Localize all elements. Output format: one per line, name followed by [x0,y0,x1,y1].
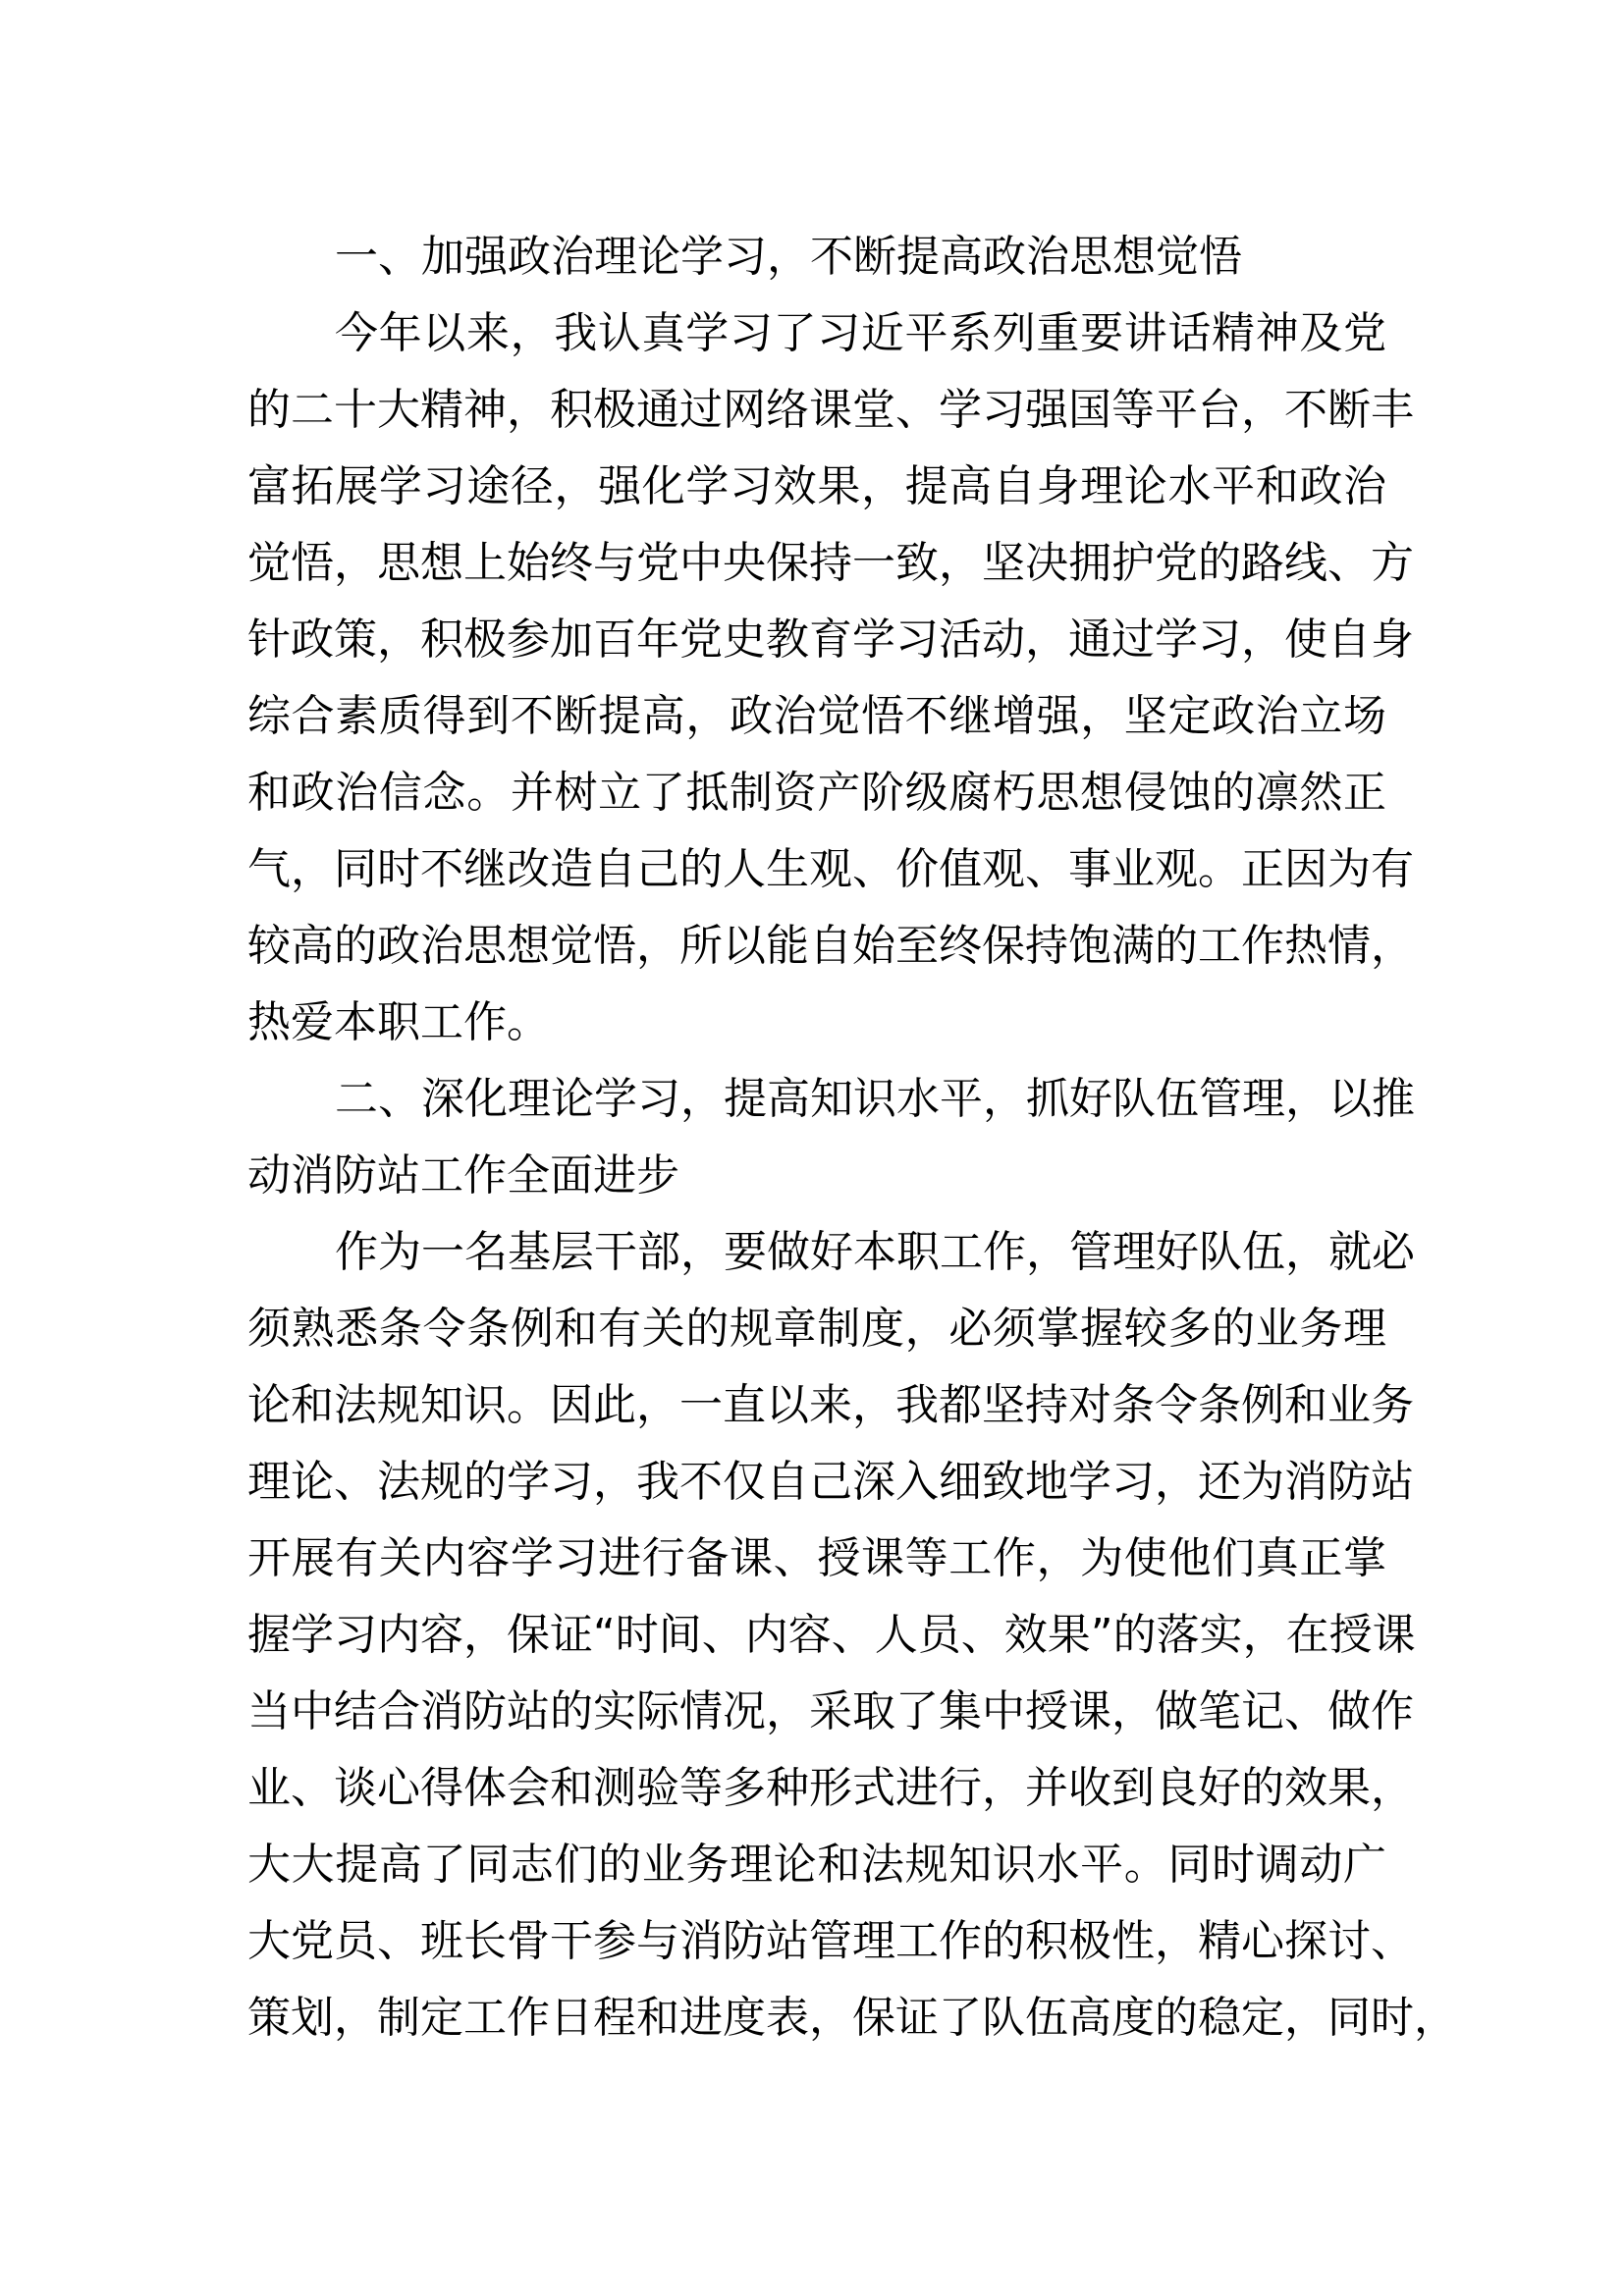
text-line: 富拓展学习途径，强化学习效果，提高自身理论水平和政治 [247,461,1386,511]
section-heading [247,1061,1415,1214]
text-line: 业、谈心得体会和测验等多种形式进行，并收到良好的效果， [247,1763,1414,1813]
text-line: 大大提高了同志们的业务理论和法规知识水平。同时调动广 [247,1840,1386,1890]
text-line: 针政策，积极参加百年党史教育学习活动，通过学习，使自身 [247,614,1414,665]
text-line: 须熟悉条令条例和有关的规章制度，必须掌握较多的业务理 [247,1304,1386,1354]
text-line: 较高的政治思想觉悟，所以能自始至终保持饱满的工作热情， [247,921,1414,971]
text-line: 热爱本职工作。 [247,997,550,1047]
document-page [247,219,1457,2056]
text-line: 的二十大精神，积极通过网络课堂、学习强国等平台，不断丰 [247,385,1414,435]
text-line: 和政治信念。并树立了抵制资产阶级腐朽思想侵蚀的凛然正 [247,768,1386,818]
text-line: 二、深化理论学习，提高知识水平，抓好队伍管理，以推 [335,1074,1415,1124]
text-line: 气，同时不继改造自己的人生观、价值观、事业观。正因为有 [247,844,1414,894]
body-paragraph [247,1214,1457,2056]
text-line: 开展有关内容学习进行备课、授课等工作，为使他们真正掌 [247,1533,1386,1583]
text-line: 作为一名基层干部，要做好本职工作，管理好队伍，就必 [335,1227,1415,1277]
text-line: 一、加强政治理论学习，不断提高政治思想觉悟 [335,232,1242,282]
text-line: 握学习内容，保证“时间、内容、人员、效果”的落实，在授课 [247,1610,1416,1660]
body-paragraph [247,295,1414,1061]
text-line: 当中结合消防站的实际情况，采取了集中授课，做笔记、做作 [247,1686,1414,1736]
section-heading [247,219,1386,295]
text-line: 综合素质得到不断提高，政治觉悟不继增强，坚定政治立场 [247,691,1386,741]
text-line: 动消防站工作全面进步 [247,1150,679,1201]
text-line: 觉悟，思想上始终与党中央保持一致，坚决拥护党的路线、方 [247,538,1414,588]
text-line: 论和法规知识。因此，一直以来，我都坚持对条令条例和业务 [247,1380,1414,1430]
text-line: 大党员、班长骨干参与消防站管理工作的积极性，精心探讨、 [247,1916,1414,1966]
text-line: 理论、法规的学习，我不仅自己深入细致地学习，还为消防站 [247,1457,1414,1507]
text-line: 策划，制定工作日程和进度表，保证了队伍高度的稳定，同时， [247,1993,1457,2043]
text-line: 今年以来，我认真学习了习近平系列重要讲话精神及党 [335,308,1386,358]
